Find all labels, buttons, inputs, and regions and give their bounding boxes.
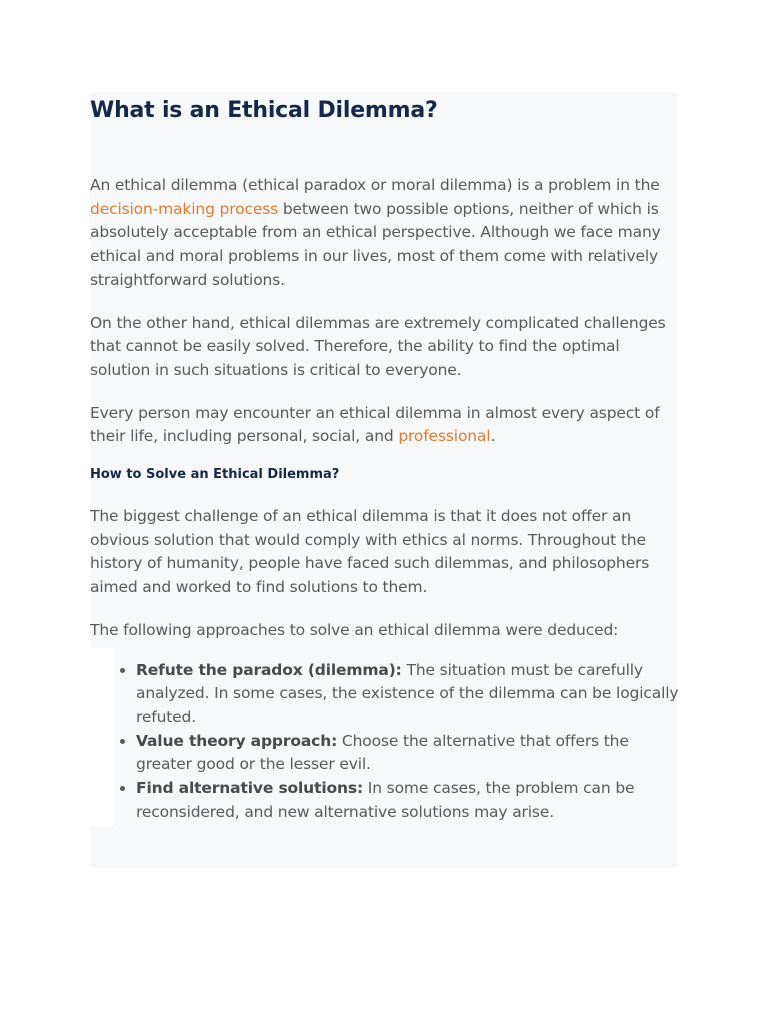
list-item bbox=[136, 777, 680, 824]
paragraph-challenge: The biggest challenge of an ethical dilemma is that it does not offer an obvious solution that would comply with ethics al norms. Throughout the history of humanity, people have faced such dilemmas, and philosophers aimed and worked to find solutions to them. bbox=[90, 507, 650, 597]
paragraph-text: . bbox=[490, 427, 496, 446]
paragraph-text: between two possible options, neither of which is absolutely acceptable from an ethical perspective. Although we face many ethical and moral problems in our lives, most of them come with relatively straightforward solutions. bbox=[90, 199, 661, 289]
paragraph-complexity: On the other hand, ethical dilemmas are extremely complicated challenges that cannot be easily solved. Therefore, the ability to find the optimal solution in such situations is critical to everyone. bbox=[90, 313, 666, 379]
decision-making-process-link[interactable]: decision-making process bbox=[90, 199, 279, 218]
list-item-text: The situation must be carefully analyzed. In some cases, the existence of the dilemma can be logically refuted. bbox=[136, 660, 679, 726]
list-item bbox=[136, 659, 680, 730]
paragraph-approaches-intro: The following approaches to solve an ethical dilemma were deduced: bbox=[90, 620, 619, 639]
paragraph-every-person bbox=[90, 402, 680, 449]
professional-link[interactable]: professional bbox=[398, 427, 491, 446]
list-item-text: Choose the alternative that offers the greater good or the lesser evil. bbox=[136, 731, 629, 774]
section-heading: How to Solve an Ethical Dilemma? bbox=[90, 467, 340, 483]
list-item-term: Find alternative solutions: bbox=[136, 779, 363, 798]
paragraph-text: An ethical dilemma (ethical paradox or moral dilemma) is a problem in the bbox=[90, 176, 660, 194]
list-item-text: In some cases, the problem can be reconsidered, and new alternative solutions may arise. bbox=[136, 779, 635, 821]
article bbox=[90, 93, 680, 824]
list-item-term: Value theory approach: bbox=[136, 731, 338, 750]
list-item bbox=[136, 730, 680, 777]
page-title: What is an Ethical Dilemma? bbox=[90, 98, 438, 123]
paragraph-text: Every person may encounter an ethical dilemma in almost every aspect of their life, including personal, social, and bbox=[90, 403, 660, 446]
list-item-term: Refute the paradox (dilemma): bbox=[136, 660, 402, 679]
approaches-list bbox=[90, 659, 680, 825]
paragraph-definition bbox=[90, 174, 680, 293]
